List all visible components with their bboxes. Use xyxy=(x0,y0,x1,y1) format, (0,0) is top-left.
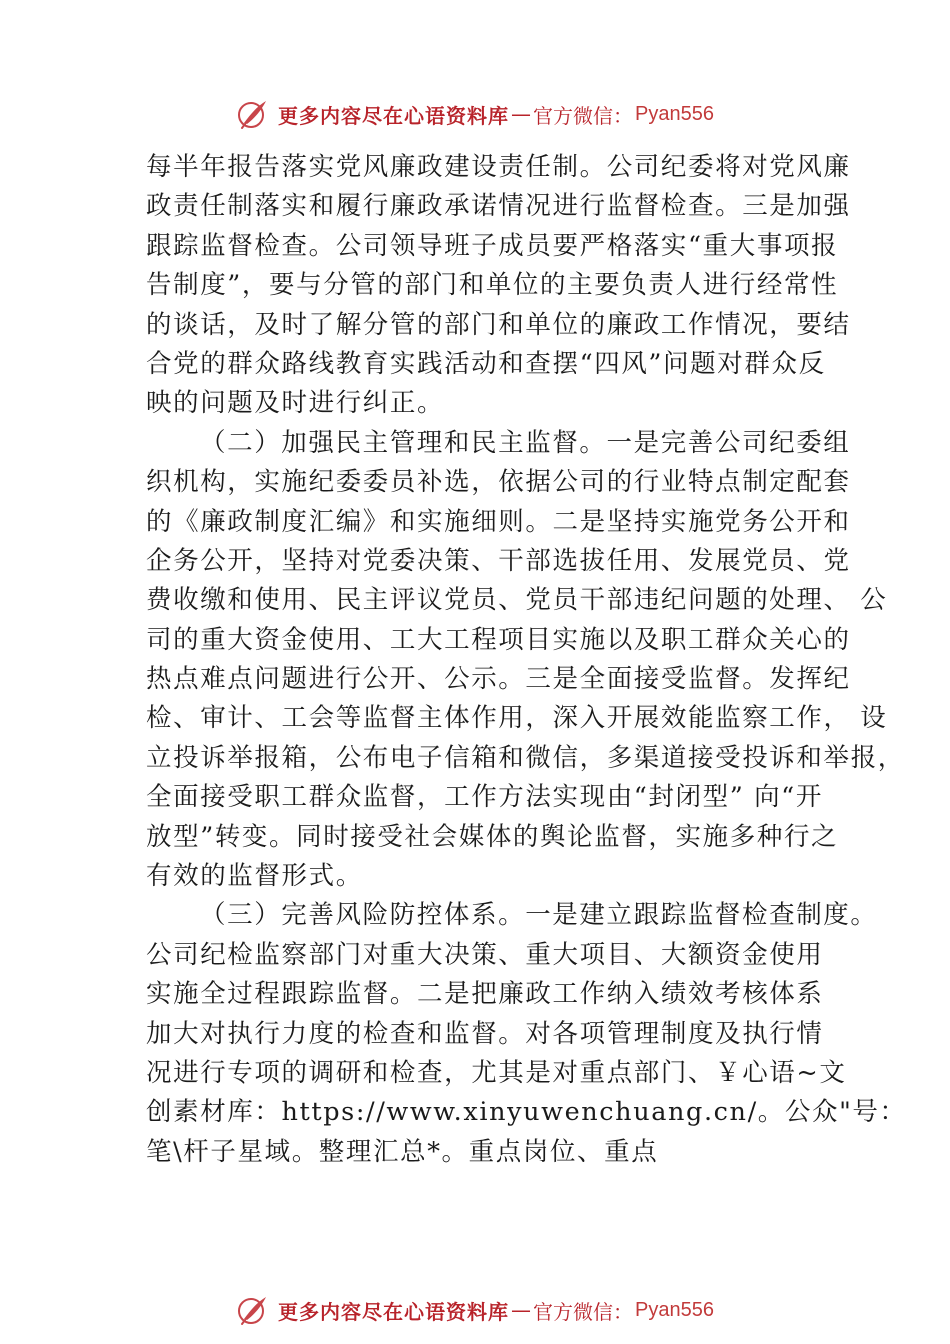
text-line: 的谈话，及时了解分管的部门和单位的廉政工作情况，要结 xyxy=(146,309,851,340)
text-line: 况进行专项的调研和检查，尤其是对重点部门、￥心语~文 xyxy=(146,1057,847,1088)
text-line: 检、审计、工会等监督主体作用，深入开展效能监察工作， 设 xyxy=(146,703,888,734)
banner-wechat-label: 官方微信： xyxy=(533,103,634,128)
footer-banner xyxy=(0,1290,950,1330)
text-line: 企务公开，坚持对党委决策、干部选拔任用、发展党员、党 xyxy=(146,545,851,576)
text-line: 司的重大资金使用、工大工程项目实施以及职工群众关心的 xyxy=(146,624,851,655)
banner-brand-text: 更多内容尽在心语资料库 xyxy=(278,103,510,128)
banner-dash: — xyxy=(511,1298,532,1322)
text-line: 公司纪检监察部门对重大决策、重大项目、大额资金使用 xyxy=(146,939,824,970)
text-line: 告制度”，要与分管的部门和单位的主要负责人进行经常性 xyxy=(146,270,839,301)
banner-wechat-id: Pyan556 xyxy=(635,1298,714,1321)
text-line: 的《廉政制度汇编》和实施细则。二是坚持实施党务公开和 xyxy=(146,506,851,537)
document-body xyxy=(146,148,907,1172)
text-line: 织机构，实施纪委委员补选，依据公司的行业特点制定配套 xyxy=(146,467,851,498)
text-line: 每半年报告落实党风廉政建设责任制。公司纪委将对党风廉 xyxy=(146,152,851,182)
text-line: 合党的群众路线教育实践活动和查摆“四风”问题对群众反 xyxy=(146,348,826,379)
banner-wechat-label: 官方微信： xyxy=(533,1299,634,1324)
text-line: 热点难点问题进行公开、公示。三是全面接受监督。发挥纪 xyxy=(146,664,851,695)
text-line: 放型”转变。同时接受社会媒体的舆论监督，实施多种行之 xyxy=(146,821,839,852)
text-line: 费收缴和使用、民主评议党员、党员干部违纪问题的处理、 公 xyxy=(146,585,888,616)
text-line: 笔\杆子星域。整理汇总*。重点岗位、重点 xyxy=(146,1136,659,1167)
text-line: 立投诉举报箱，公布电子信箱和微信，多渠道接受投诉和举报， xyxy=(146,742,905,773)
banner-dash: — xyxy=(511,102,532,126)
quill-pen-logo-icon xyxy=(236,97,270,131)
quill-pen-logo-icon xyxy=(236,1293,270,1327)
paragraph-start-line: （二）加强民主管理和民主监督。一是完善公司纪委组 xyxy=(200,427,851,458)
paragraph-start-line: （三）完善风险防控体系。一是建立跟踪监督检查制度。 xyxy=(200,900,878,931)
text-line: 加大对执行力度的检查和监督。对各项管理制度及执行情 xyxy=(146,1018,824,1049)
text-line: 全面接受职工群众监督，工作方法实现由“封闭型” 向“开 xyxy=(146,782,823,813)
header-banner xyxy=(0,94,950,134)
banner-wechat-id: Pyan556 xyxy=(635,102,714,125)
text-line: 有效的监督形式。 xyxy=(146,861,363,892)
text-line: 映的问题及时进行纠正。 xyxy=(146,388,445,419)
text-line: 跟踪监督检查。公司领导班子成员要严格落实“重大事项报 xyxy=(146,230,839,261)
text-line: 实施全过程跟踪监督。二是把廉政工作纳入绩效考核体系 xyxy=(146,979,824,1010)
banner-brand-text: 更多内容尽在心语资料库 xyxy=(278,1299,510,1324)
text-line: 政责任制落实和履行廉政承诺情况进行监督检查。三是加强 xyxy=(146,191,851,222)
text-line: 创素材库：https://www.xinyuwenchuang.cn/。公众"号： xyxy=(146,1097,907,1128)
